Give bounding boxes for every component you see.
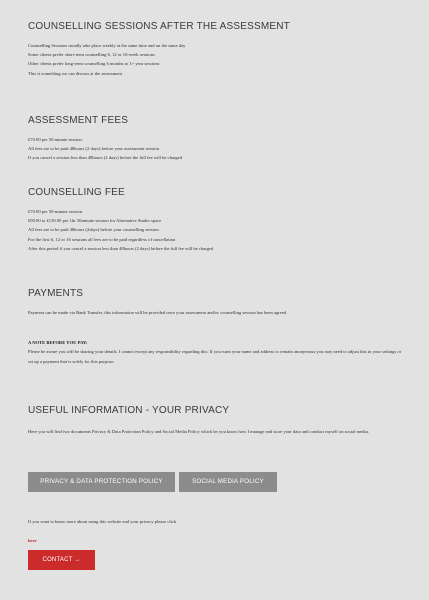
- sessions-line: Some clients prefer short-term counselling 6, 12 or 16-week sessions: [28, 52, 155, 58]
- counselling-fee-line: After this period if you cancel a session less than 48hours (2 days) before the full fee will be charged: [28, 245, 214, 251]
- sessions-line: This is something we can discuss at the assessment: [28, 70, 122, 76]
- payments-text: Payment can be made via Bank Transfer, this information will be provided once your assessment and/or counselling session has been agreed: [28, 310, 287, 315]
- counselling-fee-line: For the first 6, 12 or 16 sessions all fees are to be paid regardless of cancellation: [28, 236, 176, 242]
- sessions-line: Counselling Sessions usually take place weekly at the same time and on the same day: [28, 43, 186, 48]
- payment-note: [28, 338, 403, 366]
- payment-note-title: A NOTE BEFORE YOU PAY:: [28, 340, 88, 345]
- privacy-policy-button[interactable]: PRIVACY & DATA PROTECTION POLICY: [28, 472, 175, 492]
- assessment-fee-line: £70.00 per 50 minute session.: [28, 137, 83, 142]
- payment-note-text: Please be aware you will be sharing your details. I cannot except any responsibility regarding this. If you want your name and address to remain anonymous you may need to adjust this in your settings or set up a payment that is solely for this purpose.: [28, 349, 402, 364]
- counselling-fee-body: [28, 207, 408, 253]
- assessment-fee-line: If you cancel a session less than 48hours (2 days) before the full fee will be charged: [28, 155, 183, 161]
- counselling-sessions-heading: COUNSELLING SESSIONS AFTER THE ASSESSMENT: [28, 21, 290, 32]
- counselling-sessions-body: [28, 41, 408, 78]
- assessment-fee-line: All fees are to be paid 48hours (2 days) before your assessment session: [28, 146, 159, 152]
- counselling-fee-line: £70.00 per 50-minute session: [28, 209, 83, 214]
- payments-heading: PAYMENTS: [28, 288, 84, 299]
- counselling-fee-heading: COUNSELLING FEE: [28, 187, 125, 198]
- payments-body: [28, 308, 408, 317]
- counselling-fee-line: All fees are to be paid 48hours (2days) before your counselling session.: [28, 227, 160, 233]
- counselling-fee-line: £90.00 to £130.00 per 1hr 50minute session for Alternative Studio space: [28, 218, 162, 224]
- assessment-fees-heading: ASSESSMENT FEES: [28, 115, 129, 126]
- privacy-heading: USEFUL INFORMATION - YOUR PRIVACY: [28, 405, 230, 416]
- know-more-text: If you want to know more about using this website and your privacy please click: [28, 519, 177, 524]
- assessment-fees-body: [28, 135, 408, 163]
- privacy-text: Here you will find two documents Privacy & Data Protection Policy and Social Media Policy which let you know how I manage and store your data and conduct myself on social media.: [28, 429, 369, 434]
- sessions-line: Other clients prefer long-term counselling 6 months to 1+ year sessions: [28, 61, 160, 67]
- policy-buttons: [28, 472, 277, 492]
- contact-button[interactable]: CONTACT →: [28, 550, 95, 570]
- here-link[interactable]: here: [28, 538, 37, 543]
- social-media-policy-button[interactable]: SOCIAL MEDIA POLICY: [179, 472, 277, 492]
